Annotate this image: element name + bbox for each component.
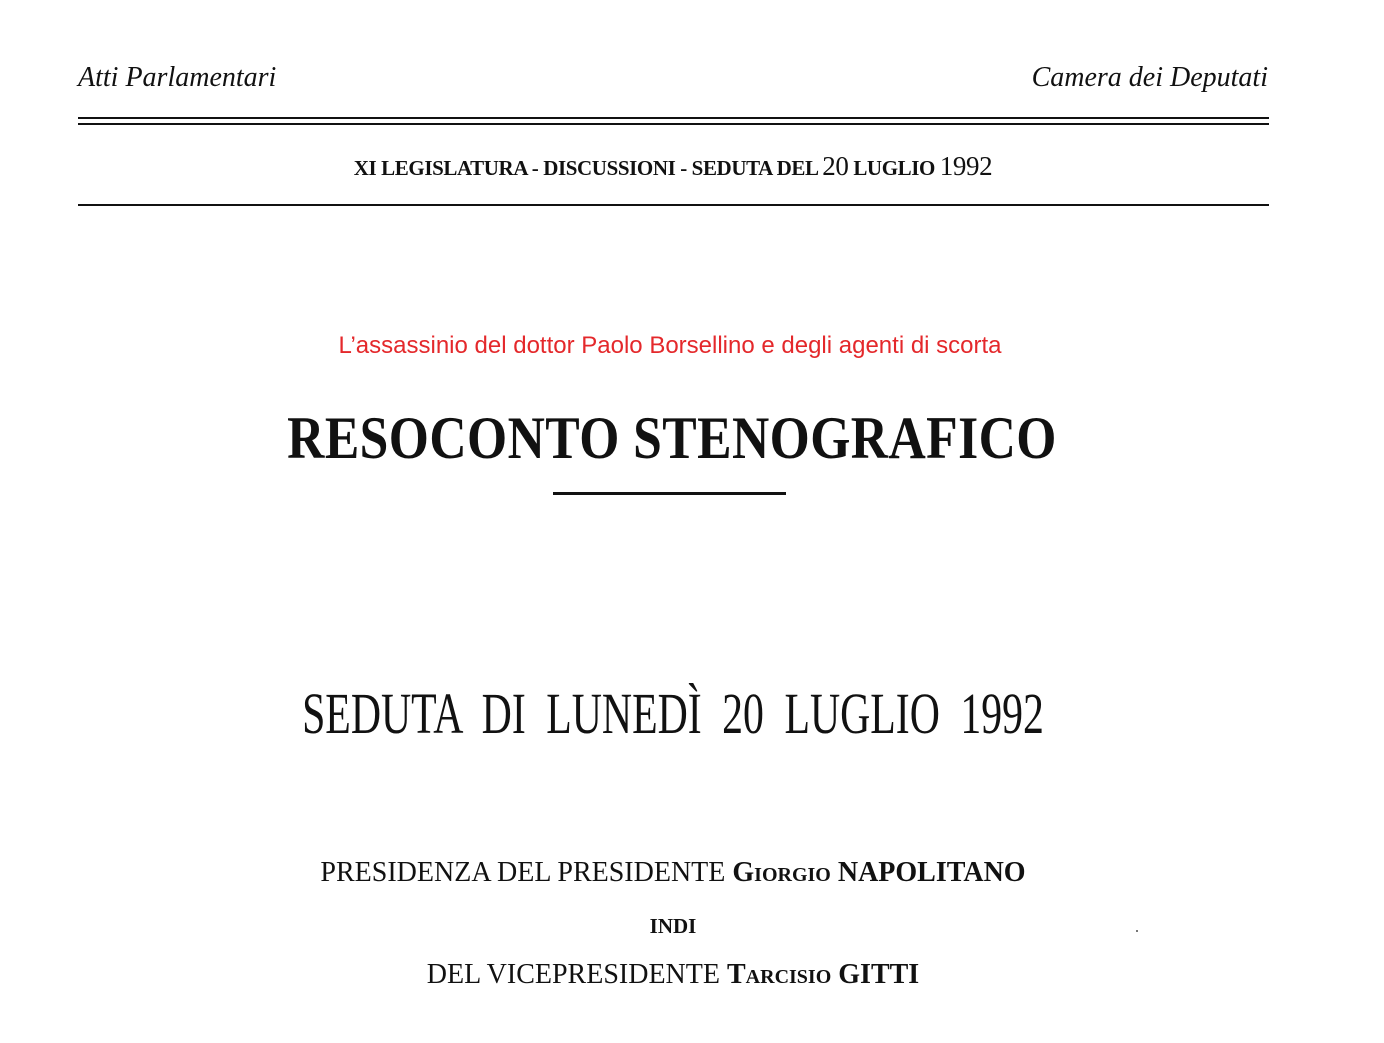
title-underline-rule	[553, 492, 786, 495]
presidenza-prefix: PRESIDENZA DEL PRESIDENTE	[320, 857, 733, 888]
header-double-rule	[78, 117, 1269, 125]
session-line	[0, 147, 1346, 187]
vicepresidente-first-name: Tarcisio	[727, 959, 832, 990]
seduta-title: SEDUTA DI LUNEDÌ 20 LUGLIO 1992	[302, 681, 1044, 746]
session-line-prefix: XI LEGISLATURA - DISCUSSIONI - SEDUTA DEL	[353, 156, 823, 180]
header-atti-parlamentari: Atti Parlamentari	[78, 62, 277, 93]
session-line-day: 20	[822, 151, 849, 181]
presidente-first-name: Giorgio	[732, 857, 831, 888]
scan-speck	[1136, 930, 1138, 932]
vicepresidente-line	[0, 955, 1346, 995]
presidenza-line	[0, 853, 1346, 893]
highlight-title: L’assassinio del dottor Paolo Borsellino e degli agenti di scorta	[338, 332, 1002, 359]
session-line-year: 1992	[939, 151, 993, 181]
vicepresidente-last-name: GITTI	[838, 959, 920, 990]
header-camera-dei-deputati: Camera dei Deputati	[1031, 62, 1268, 93]
session-line-rule	[78, 204, 1269, 206]
session-line-month: LUGLIO	[848, 156, 940, 180]
indi-label: INDI	[649, 914, 697, 938]
presidente-last-name: NAPOLITANO	[837, 857, 1026, 888]
vice-prefix: DEL VICEPRESIDENTE	[426, 959, 727, 990]
main-title: RESOCONTO STENOGRAFICO	[287, 405, 1057, 471]
